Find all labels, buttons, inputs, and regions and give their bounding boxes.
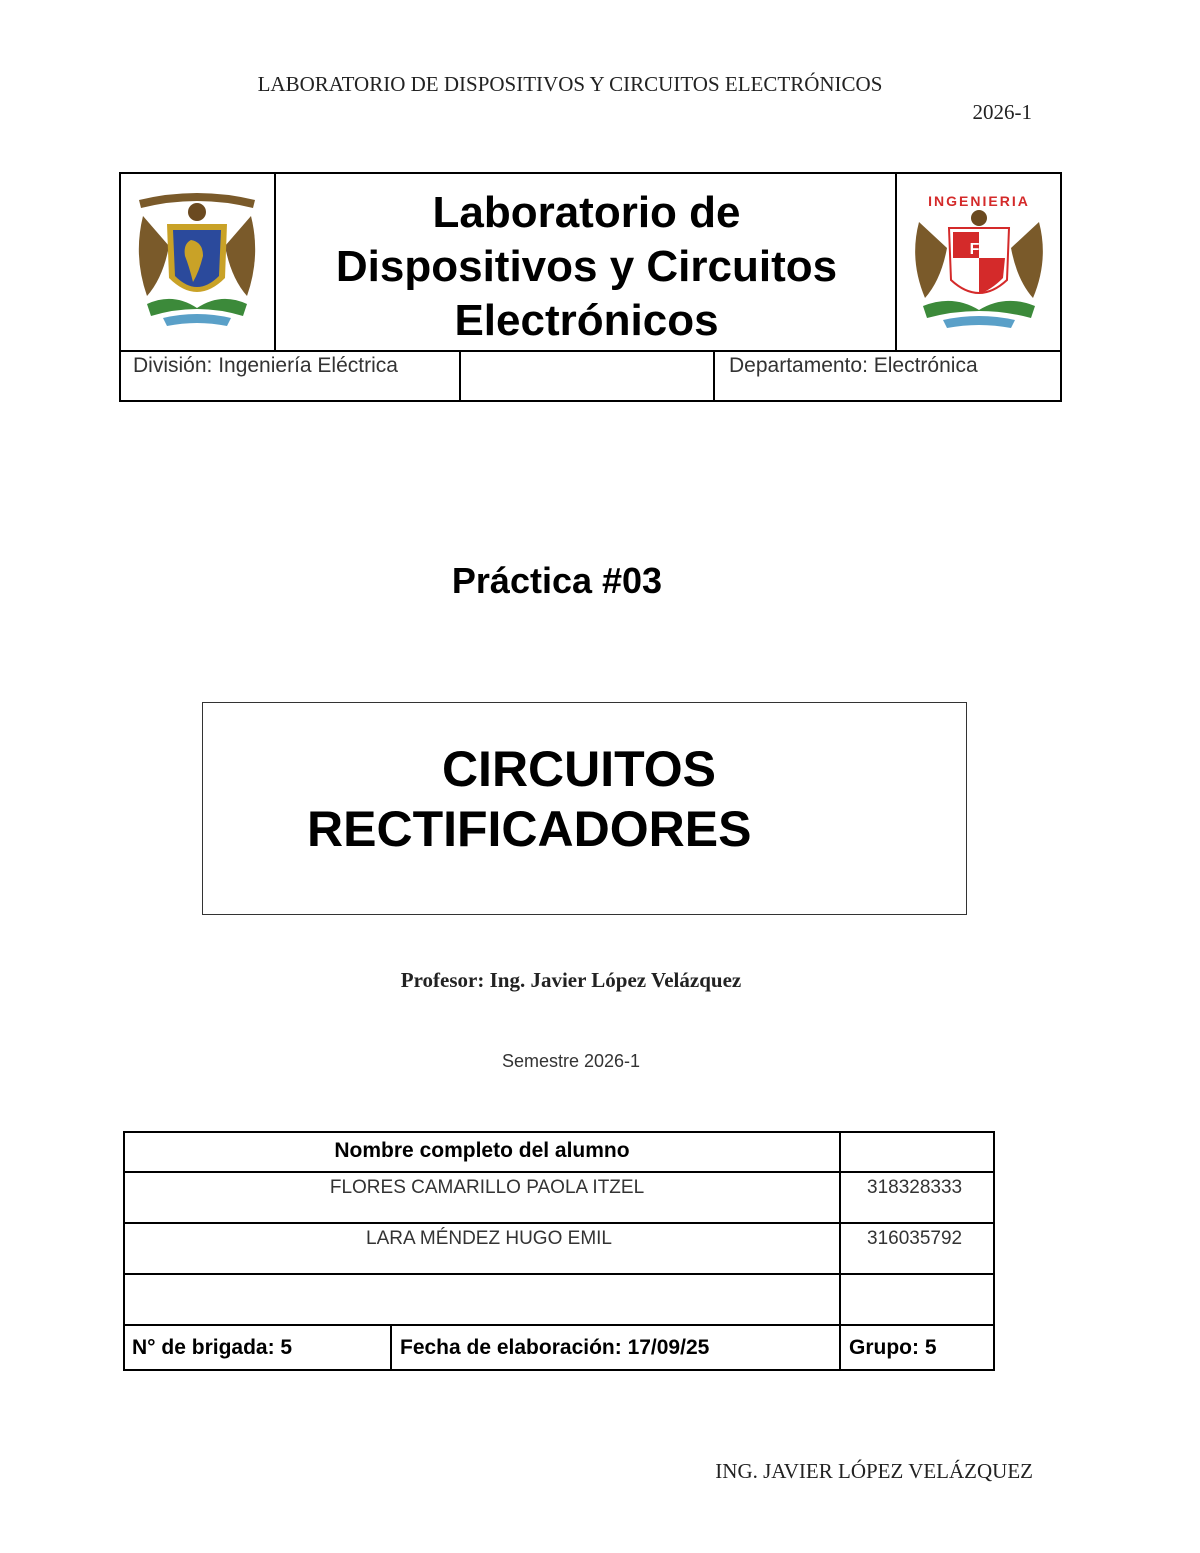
table-divider [125, 1222, 993, 1224]
department-cell: Departamento: Electrónica [729, 354, 978, 377]
group-number: Grupo: 5 [849, 1336, 937, 1359]
title-block-row [121, 174, 1060, 352]
lab-title-line-3: Electrónicos [454, 296, 719, 345]
brigade-number: N° de brigada: 5 [132, 1336, 293, 1359]
lab-title-line-1: Laboratorio de [432, 188, 741, 237]
lab-title [276, 174, 897, 348]
ingenieria-seal-icon [909, 186, 1049, 334]
lab-title-line-2: Dispositivos y Circuitos [335, 242, 838, 291]
ingenieria-logo-text: INGENIERIA [928, 193, 1030, 209]
left-logo-cell [121, 174, 276, 350]
title-block-table [119, 172, 1062, 402]
professor-name: Profesor: Ing. Javier López Velázquez [400, 968, 742, 992]
table-divider [125, 1171, 993, 1173]
unam-eagle-seal-icon [133, 186, 261, 334]
footer-professor: ING. JAVIER LÓPEZ VELÁZQUEZ [715, 1459, 1033, 1483]
table-divider [125, 1324, 993, 1326]
table-divider [390, 1324, 392, 1369]
title-cell [276, 174, 897, 350]
fi-logo-letters: F I [969, 241, 989, 258]
topic-box [202, 702, 967, 915]
practice-number: Práctica #03 [451, 560, 663, 601]
division-cell: División: Ingeniería Eléctrica [121, 352, 461, 400]
student-name: FLORES CAMARILLO PAOLA ITZEL [329, 1177, 645, 1198]
table-divider [839, 1133, 841, 1369]
student-name: LARA MÉNDEZ HUGO EMIL [366, 1228, 612, 1249]
middle-empty-cell [463, 352, 715, 400]
department-row [121, 352, 1060, 400]
students-table [123, 1131, 995, 1371]
topic-line-2: RECTIFICADORES [307, 801, 752, 857]
right-logo-cell [895, 174, 1060, 350]
elaboration-date: Fecha de elaboración: 17/09/25 [400, 1336, 710, 1359]
student-name-header: Nombre completo del alumno [334, 1139, 630, 1162]
running-header-semester: 2026-1 [972, 100, 1032, 124]
running-header-title: LABORATORIO DE DISPOSITIVOS Y CIRCUITOS ELECTRÓNICOS [257, 72, 883, 96]
table-divider [125, 1273, 993, 1275]
student-id: 316035792 [867, 1228, 963, 1249]
student-id: 318328333 [867, 1177, 963, 1198]
semester-label: Semestre 2026-1 [501, 1051, 641, 1071]
topic-line-1: CIRCUITOS [441, 741, 717, 797]
